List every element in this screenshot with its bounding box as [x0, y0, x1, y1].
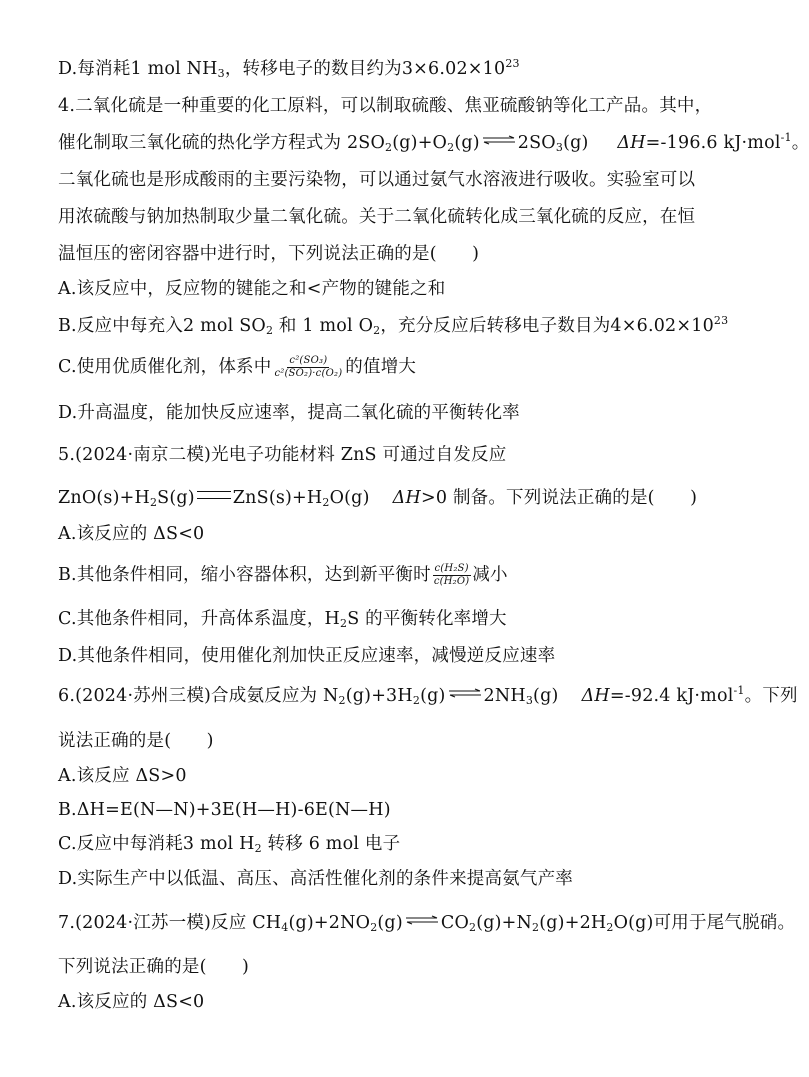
concentration-ratio-fraction: $\frac{\text{c²(SO₃)}}{\text{c²(SO₂)·c(O₂)}}$	[274, 355, 343, 379]
question-7-stem-line2: 下列说法正确的是( )	[58, 957, 250, 977]
equals-arrow-icon	[197, 491, 231, 499]
question-6-option-a: A.该反应 ΔS>0	[58, 766, 187, 786]
option-d-q3: D.每消耗1 mol $NH_3$，转移电子的数目约为$3\times 6.02\times 10^{23}$	[58, 57, 520, 80]
h2s-h2o-ratio-fraction: $\frac{\text{c(H₂S)}}{\text{c(H₂O)}}$	[433, 563, 470, 587]
question-4-stem-line2: 催化制取三氧化硫的热化学方程式为 $2SO_2(g)+O_2(g)$ $2SO_3(g)$ ΔH=-196.6 kJ·mol$^{-1}$。	[58, 131, 809, 154]
question-6-option-b: B.ΔH=E(N—N)+3E(H—H)-6E(N—H)	[58, 800, 391, 820]
question-4-stem-line1: 4.二氧化硫是一种重要的化工原料，可以制取硫酸、焦亚硫酸钠等化工产品。其中，	[58, 96, 713, 116]
question-5-stem-line2: $ZnO(s)+H_2S(g)$ $ZnS(s)+H_2O(g)$ ΔH>0 制备。下列说法正确的是( )	[58, 488, 698, 509]
question-4-stem-line4: 用浓硫酸与钠加热制取少量二氧化硫。关于二氧化硫转化成三氧化硫的反应，在恒	[58, 207, 696, 227]
question-6-stem-line1: 6.(2024·苏州三模)合成氨反应为 $N_2(g)+3H_2(g)$ $2NH_3(g)$ ΔH=-92.4 kJ·mol$^{-1}$。下列	[58, 684, 798, 707]
question-5-option-a: A.该反应的 ΔS<0	[58, 524, 205, 544]
question-4-stem-line5: 温恒压的密闭容器中进行时，下列说法正确的是( )	[58, 244, 480, 264]
question-4-option-b: B.反应中每充入2 mol $SO_2$ 和 1 mol $O_2$，充分反应后转移电子数目为$4\times 6.02\times 10^{23}$	[58, 314, 729, 337]
equilibrium-arrow-icon	[448, 689, 482, 697]
question-5-stem-line1: 5.(2024·南京二模)光电子功能材料 ZnS 可通过自发反应	[58, 445, 507, 465]
question-4-option-a: A.该反应中，反应物的键能之和<产物的键能之和	[58, 279, 446, 299]
question-4-option-d: D.升高温度，能加快反应速率，提高二氧化硫的平衡转化率	[58, 403, 520, 423]
question-6-option-c: C.反应中每消耗3 mol $H_2$ 转移 6 mol 电子	[58, 834, 401, 855]
equilibrium-arrow-icon	[482, 136, 516, 144]
question-4-option-c: C.使用优质催化剂，体系中 $\frac{\text{c²(SO₃)}}{\text{c²(SO₂)·c(O₂)}}$ 的值增大	[58, 355, 417, 379]
question-6-stem-line2: 说法正确的是( )	[58, 731, 214, 751]
question-4-stem-line3: 二氧化硫也是形成酸雨的主要污染物，可以通过氨气水溶液进行吸收。实验室可以	[58, 170, 696, 190]
equilibrium-arrow-icon	[405, 916, 439, 924]
question-6-option-d: D.实际生产中以低温、高压、高活性催化剂的条件来提高氨气产率	[58, 869, 573, 889]
question-7-option-a: A.该反应的 ΔS<0	[58, 992, 205, 1012]
question-5-option-d: D.其他条件相同，使用催化剂加快正反应速率，减慢逆反应速率	[58, 646, 556, 666]
question-5-option-b: B.其他条件相同，缩小容器体积，达到新平衡时 $\frac{\text{c(H₂S)}}{\text{c(H₂O)}}$ 减小	[58, 563, 508, 587]
question-5-option-c: C.其他条件相同，升高体系温度，$H_2S$ 的平衡转化率增大	[58, 609, 507, 630]
question-7-stem-line1: 7.(2024·江苏一模)反应 $CH_4(g)+2NO_2(g)$ $CO_2(g)+N_2(g)+2H_2O(g)$可用于尾气脱硝。	[58, 913, 796, 934]
